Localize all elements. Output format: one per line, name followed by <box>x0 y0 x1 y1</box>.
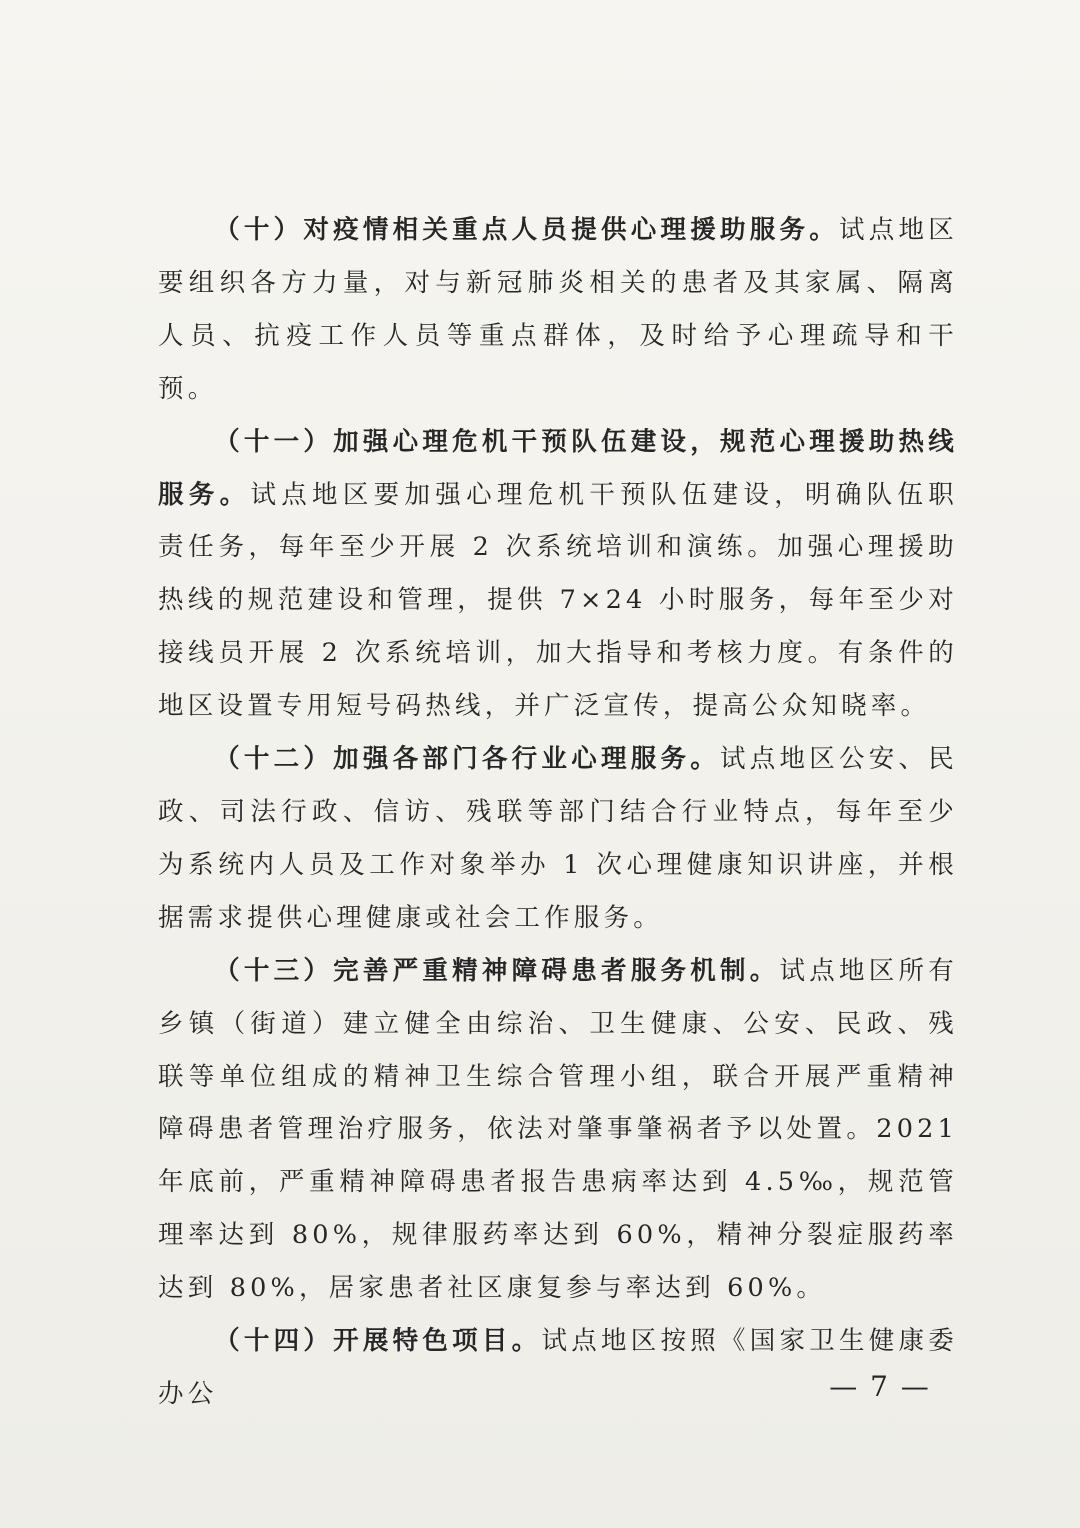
paragraph-body: 试点地区要加强心理危机干预队伍建设，明确队伍职责任务，每年至少开展 2 次系统培训和演练。加强心理援助热线的规范建设和管理，提供 7×24 小时服务，每年至少对接线员开展 2 次系统培训，加大指导和考核力度。有条件的地区设置专用短号码热线，并广泛宣传，提高公众知晓率。 <box>158 479 958 722</box>
paragraph-heading: （十三）完善严重精神障碍患者服务机制。 <box>214 955 780 986</box>
paragraph-heading: （十二）加强各部门各行业心理服务。 <box>214 744 720 775</box>
paragraph-body: 试点地区要组织各方力量，对与新冠肺炎相关的患者及其家属、隔离人员、抗疫工作人员等重点群体，及时给予心理疏导和干预。 <box>158 215 958 404</box>
paragraph-body: 试点地区公安、民政、司法行政、信访、残联等部门结合行业特点，每年至少为系统内人员及工作对象举办 1 次心理健康知识讲座，并根据需求提供心理健康或社会工作服务。 <box>158 744 958 933</box>
paragraph-body: 试点地区所有乡镇（街道）建立健全由综治、卫生健康、公安、民政、残联等单位组成的精神卫生综合管理小组，联合开展严重精神障碍患者管理治疗服务，依法对肇事肇祸者予以处置。2021 年底前，严重精神障碍患者报告患病率达到 4.5‰，规范管理率达到 80%，规律服药率达到 60%，精神分裂症服药率达到 80%，居家患者社区康复参与率达到 60%。 <box>158 955 958 1304</box>
paragraph-11 <box>158 416 958 733</box>
paragraph-heading: （十一）加强心理危机干预队伍建设，规范心理援助热线服务。 <box>158 426 958 510</box>
paragraph-10 <box>158 204 958 416</box>
paragraph-14 <box>158 1315 958 1421</box>
paragraph-heading: （十四）开展特色项目。 <box>214 1326 542 1357</box>
page-number: — 7 — <box>829 1370 931 1403</box>
paragraph-body: 试点地区按照《国家卫生健康委办公 <box>158 1326 958 1409</box>
paragraph-13 <box>158 945 958 1315</box>
document-body <box>158 204 958 1421</box>
paragraph-heading: （十）对疫情相关重点人员提供心理援助服务。 <box>214 215 840 245</box>
paragraph-12 <box>158 733 958 945</box>
